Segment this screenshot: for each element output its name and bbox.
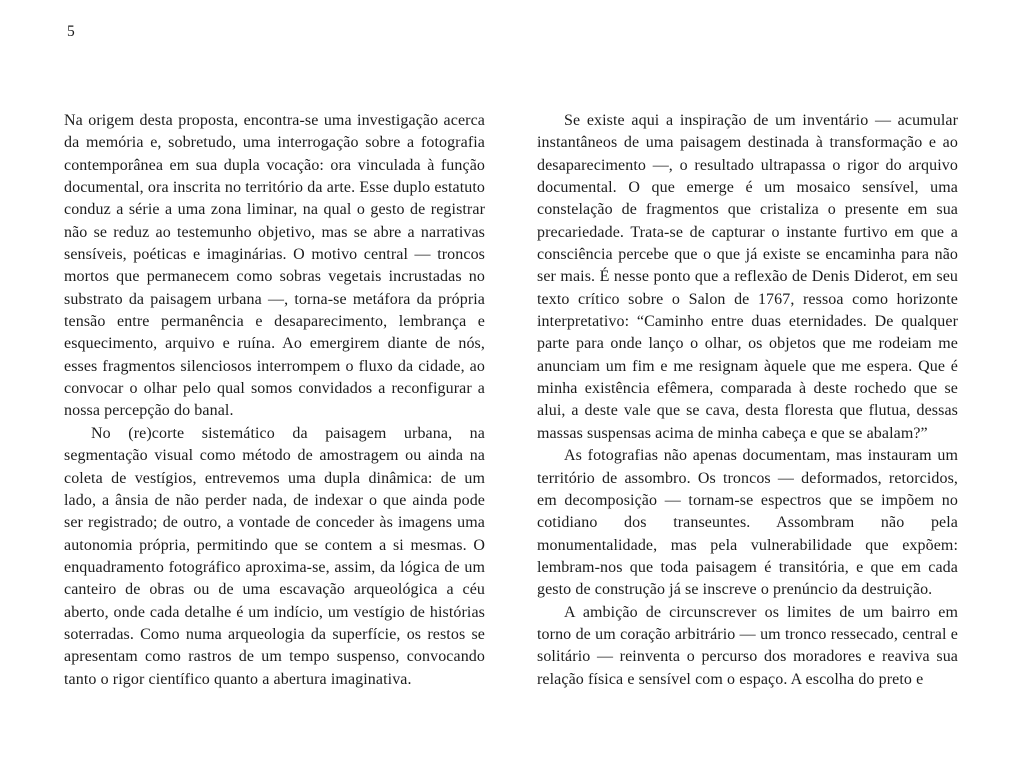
paragraph: As fotografias não apenas documentam, mas instauram um território de assombro. Os troncos — deformados, retorcidos, em decomposição — tornam-se espectros que se impõem no cotidiano dos transeuntes. Assombram não pela monumentalidade, mas pela vulnerabilidade que expõem: lembram-nos que toda paisagem é transitória, e que em cada gesto de construção já se inscreve o prenúncio da destruição. (537, 447, 958, 599)
text-columns (64, 110, 958, 691)
page-number: 5 (67, 23, 75, 40)
text-column-right (537, 110, 958, 691)
paragraph: Se existe aqui a inspiração de um inventário — acumular instantâneos de uma paisagem destinada à transformação e ao desaparecimento —, o resultado ultrapassa o rigor do arquivo documental. O que emerge é um mosaico sensível, uma constelação de fragmentos que cristaliza o presente em sua precariedade. Trata-se de capturar o instante furtivo em que a consciência percebe que o que já existe se encaminha para não ser mais. É nesse ponto que a reflexão de Denis Diderot, em seu texto crítico sobre o Salon de 1767, ressoa como horizonte interpretativo: “Caminho entre duas eternidades. De qualquer parte para onde lanço o olhar, os objetos que me rodeiam me anunciam um fim e me resignam àquele que me espera. Que é minha existência efêmera, comparada à deste rochedo que se alui, a deste vale que se cava, desta floresta que flutua, dessas massas suspensas acima de minha cabeça e que se abalam?” (537, 112, 958, 442)
text-column-left (64, 110, 485, 691)
paragraph: Na origem desta proposta, encontra-se uma investigação acerca da memória e, sobretudo, uma interrogação sobre a fotografia contemporânea em sua dupla vocação: ora vinculada à função documental, ora inscrita no território da arte. Esse duplo estatuto conduz a série a uma zona liminar, na qual o gesto de registrar não se reduz ao testemunho objetivo, mas se abre a narrativas sensíveis, poéticas e imaginárias. O motivo central — troncos mortos que permanecem como sobras vegetais incrustadas no substrato da paisagem urbana —, torna-se metáfora da própria tensão entre permanência e desaparecimento, lembrança e esquecimento, arquivo e ruína. Ao emergirem diante de nós, esses fragmentos silenciosos interrompem o fluxo da cidade, ao convocar o olhar pelo qual somos convidados a reconfigurar a nossa percepção do banal. (64, 112, 485, 420)
paragraph: A ambição de circunscrever os limites de um bairro em torno de um coração arbitrário — um tronco ressecado, central e solitário — reinventa o percurso dos moradores e reaviva sua relação física e sensível com o espaço. A escolha do preto e (537, 603, 958, 688)
paragraph: No (re)corte sistemático da paisagem urbana, na segmentação visual como método de amostragem ou ainda na coleta de vestígios, entrevemos uma dupla dinâmica: de um lado, a ânsia de não perder nada, de indexar o que ainda pode ser registrado; de outro, a vontade de conceder às imagens uma autonomia própria, permitindo que se contem a si mesmas. O enquadramento fotográfico aproxima-se, assim, da lógica de um canteiro de obras ou de uma escavação arqueológica a céu aberto, onde cada detalhe é um indício, um vestígio de histórias soterradas. Como numa arqueologia da superfície, os restos se apresentam como rastros de um tempo suspenso, convocando tanto o rigor científico quanto a abertura imaginativa. (64, 424, 485, 688)
